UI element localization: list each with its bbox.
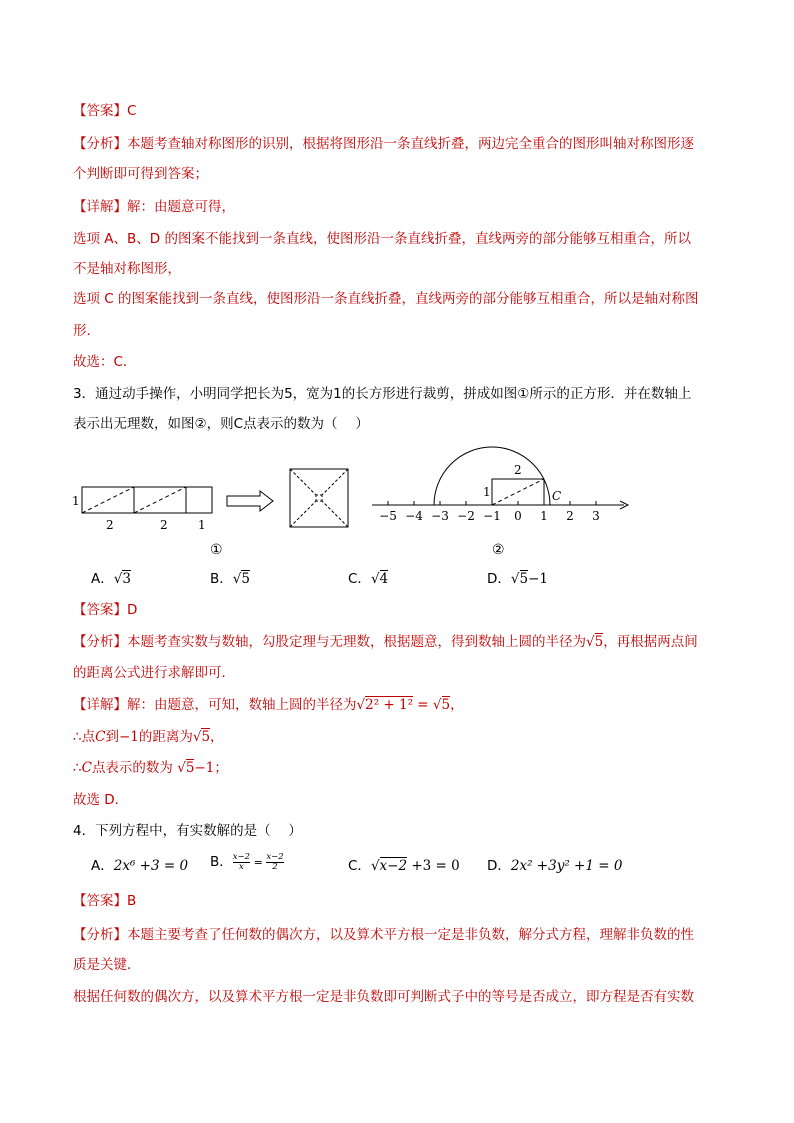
small-rect-width-label: 2 <box>514 463 522 477</box>
analysis-radicand: 5 <box>594 634 604 650</box>
numerator: x−2 <box>266 851 284 862</box>
q3-option-a[interactable] <box>91 569 131 589</box>
detail-tail: −1 <box>194 760 215 776</box>
sqrt-icon: √ <box>370 858 380 874</box>
q4-option-a[interactable] <box>91 856 188 876</box>
fraction-left <box>233 853 250 872</box>
option-radicand: x−2 <box>379 858 408 874</box>
q2-detail-line4: 选项 C 的图案能找到一条直线，使图形沿一条直线折叠，直线两旁的部分能够互相重合，所以是轴对称图 <box>73 291 699 307</box>
fig1-square <box>290 469 348 527</box>
point-c: C <box>95 729 106 745</box>
sqrt-icon: √ <box>192 729 202 745</box>
sqrt-icon: √ <box>232 571 242 587</box>
fig1-label: ① <box>210 542 223 558</box>
axis-tick-label: −5 <box>379 509 397 523</box>
fig1-rectangle <box>72 487 212 532</box>
q3-analysis-line <box>73 632 723 652</box>
q3-stem-line1: 3．通过动手操作，小明同学把长为5，宽为1的长方形进行裁剪，拼成如图①所示的正方形．并在数轴上 <box>73 386 692 402</box>
q4-analysis-line <box>73 925 723 945</box>
option-equation: 2x⁶ +3 = 0 <box>113 858 189 874</box>
analysis-tag: 【分析】 <box>73 927 127 943</box>
axis-tick-label: 3 <box>592 509 600 523</box>
analysis-tag: 【分析】 <box>73 634 127 650</box>
option-letter: B． <box>210 571 233 587</box>
therefore-text: ∴ <box>73 760 82 776</box>
q3-option-d[interactable] <box>487 569 548 589</box>
rect-bottom-label-2: 2 <box>160 518 168 532</box>
q2-detail-line5: 形． <box>73 323 100 339</box>
detail-text: 解：由题意可得， <box>127 199 235 215</box>
option-letter: D． <box>487 571 511 587</box>
detail-text: 点表示的数为 <box>91 760 178 776</box>
sqrt-icon: √ <box>432 697 442 713</box>
detail-end: ， <box>450 697 464 713</box>
sqrt-icon: √ <box>113 571 123 587</box>
detail-radicand: 5 <box>201 729 211 745</box>
numerator: x−2 <box>232 851 251 862</box>
analysis-tag: 【分析】 <box>73 136 127 152</box>
point-c-label: C <box>552 489 562 503</box>
q2-detail-line3: 不是轴对称图形， <box>73 261 181 277</box>
q4-option-c[interactable] <box>348 856 460 876</box>
option-suffix: −1 <box>528 571 549 587</box>
answer-tag: 【答案】 <box>73 602 127 618</box>
q3-option-b[interactable] <box>210 569 250 589</box>
sqrt-icon: √ <box>586 634 595 650</box>
option-letter: D． <box>487 858 511 874</box>
detail-tag: 【详解】 <box>73 697 127 713</box>
detail-text: 到 <box>105 729 119 745</box>
option-letter: C． <box>348 858 371 874</box>
option-tail: +3 = 0 <box>407 858 460 874</box>
option-eq-sign: = <box>250 856 267 869</box>
option-radicand: 3 <box>122 571 131 587</box>
point-c: C <box>81 760 92 776</box>
option-letter: A． <box>91 571 114 587</box>
q3-option-c[interactable] <box>348 569 388 589</box>
fig2-label: ② <box>492 542 505 558</box>
option-radicand: 4 <box>379 571 389 587</box>
q4-answer-line <box>73 891 723 911</box>
sqrt-icon: √ <box>177 760 186 776</box>
q2-analysis-line <box>73 134 723 154</box>
q2-detail-line2: 选项 A、B、D 的图案不能找到一条直线，使图形沿一条直线折叠，直线两旁的部分能够互相重合，所以 <box>73 231 691 247</box>
sqrt-icon: √ <box>356 697 366 713</box>
analysis-text-b: ，再根据两点间 <box>603 634 698 650</box>
option-letter: C． <box>348 571 371 587</box>
q3-analysis-line2: 的距离公式进行求解即可． <box>73 665 235 681</box>
sqrt-icon: √ <box>510 571 520 587</box>
denominator: 2 <box>266 862 283 872</box>
detail-radicand: 5 <box>185 760 195 776</box>
option-radicand: 5 <box>241 571 250 587</box>
q3-answer-line <box>73 600 723 620</box>
number-line <box>372 447 628 523</box>
detail-tag: 【详解】 <box>73 199 127 215</box>
q4-stem: 4．下列方程中，有实数解的是（ ） <box>73 823 302 839</box>
axis-tick-label: −3 <box>431 509 449 523</box>
option-radicand: 5 <box>519 571 529 587</box>
analysis-text: 本题考查轴对称图形的识别，根据将图形沿一条直线折叠，两边完全重合的图形叫轴对称图形逐 <box>127 136 694 152</box>
sqrt-icon: √ <box>370 571 380 587</box>
q2-detail-line <box>73 197 723 217</box>
q3-detail-line3 <box>73 758 723 778</box>
rect-side-label: 1 <box>72 494 80 508</box>
option-letter: A． <box>91 858 114 874</box>
answer-tag: 【答案】 <box>73 893 127 909</box>
transform-arrow-icon <box>227 491 273 511</box>
q2-answer-line <box>73 101 723 121</box>
detail-number: −1 <box>118 729 139 745</box>
rect-bottom-label-3: 1 <box>198 518 206 532</box>
answer-tag: 【答案】 <box>73 103 127 119</box>
option-equation: 2x² +3y² +1 = 0 <box>510 858 623 874</box>
answer-value: C <box>127 103 137 119</box>
small-rect-height-label: 1 <box>483 485 491 499</box>
axis-tick-label: −4 <box>405 509 423 523</box>
axis-tick-label: 1 <box>540 509 548 523</box>
detail-end: ； <box>214 760 228 776</box>
q3-stem-line2: 表示出无理数，如图②，则C点表示的数为（ ） <box>73 416 369 432</box>
detail-text: 解：由题意，可知，数轴上圆的半径为 <box>127 697 357 713</box>
axis-tick-label: −1 <box>483 509 501 523</box>
answer-value: B <box>127 893 137 909</box>
analysis-text: 本题主要考查了任何数的偶次方，以及算术平方根一定是非负数，解分式方程，理解非负数的性 <box>127 927 694 943</box>
q3-figure <box>60 425 650 565</box>
fraction-right <box>266 853 283 872</box>
q3-detail-line <box>73 695 723 715</box>
denominator: x <box>233 862 250 872</box>
q4-analysis-line3: 根据任何数的偶次方，以及算术平方根一定是非负数即可判断式子中的等号是否成立，即方程是否有实数 <box>73 989 694 1005</box>
detail-radicand: 5 <box>441 697 451 713</box>
detail-expr: 2² + 1² <box>365 697 414 713</box>
therefore-text: ∴点 <box>73 729 96 745</box>
detail-eq: = <box>413 697 433 713</box>
q3-detail-line2 <box>73 727 723 747</box>
q4-analysis-line2: 质是关键． <box>73 957 141 973</box>
detail-text: 的距离为 <box>138 729 193 745</box>
rect-bottom-label-1: 2 <box>106 518 114 532</box>
axis-tick-label: 0 <box>514 509 522 523</box>
q2-conclusion: 故选：C． <box>73 354 137 370</box>
axis-tick-label: −2 <box>457 509 475 523</box>
analysis-text: 本题考查实数与数轴，勾股定理与无理数，根据题意，得到数轴上圆的半径为 <box>127 634 586 650</box>
q4-option-d[interactable] <box>487 856 622 876</box>
q2-analysis-line2: 个判断即可得到答案； <box>73 166 208 182</box>
q3-conclusion: 故选 D． <box>73 792 129 808</box>
axis-tick-label: 2 <box>566 509 574 523</box>
q4-option-b[interactable] <box>210 852 284 873</box>
option-letter: B． <box>210 854 233 870</box>
answer-value: D <box>127 602 138 618</box>
detail-end: ， <box>210 729 224 745</box>
